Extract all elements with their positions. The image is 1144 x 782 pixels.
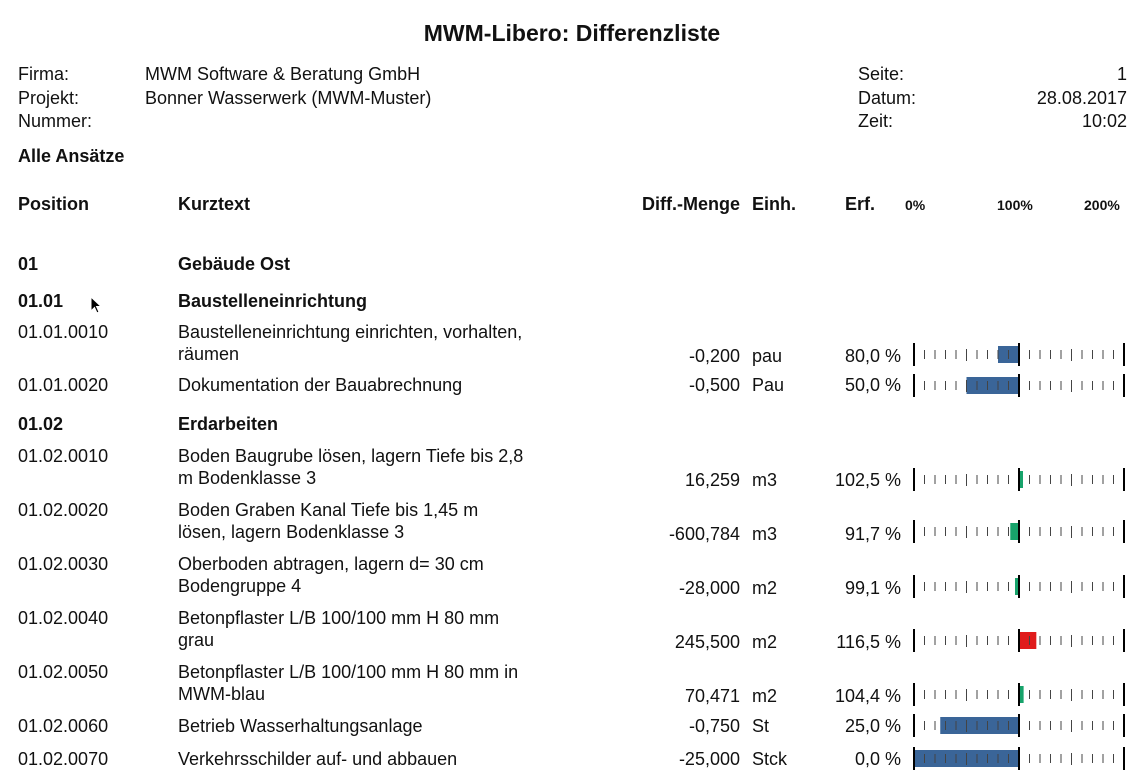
progress-bar-svg (913, 467, 1125, 492)
progress-fill (967, 377, 1020, 394)
col-einh: Einh. (752, 194, 796, 214)
col-diff-menge: Diff.-Menge (642, 194, 740, 214)
progress-fill (1010, 523, 1019, 540)
item-diff-menge: -0,200 (688, 346, 740, 366)
item-position: 01.01.0020 (18, 375, 109, 395)
seite-label: Seite: (858, 64, 905, 84)
table-row (0, 446, 1144, 492)
table-row (0, 375, 1144, 400)
filter-label: Alle Ansätze (18, 146, 125, 166)
col-position: Position (18, 194, 89, 214)
firma-value: MWM Software & Beratung GmbH (145, 64, 421, 84)
progress-bar-svg (913, 373, 1125, 398)
progress-bar (913, 628, 1125, 653)
item-position: 01.02.0050 (18, 662, 109, 682)
item-position: 01.02.0030 (18, 554, 109, 574)
table-row (0, 608, 1144, 654)
item-text-line2: grau (178, 630, 215, 650)
item-erf-percent: 116,5 % (836, 632, 901, 652)
item-diff-menge: -0,500 (688, 375, 740, 395)
group-position: 01.01 (18, 291, 64, 311)
item-einheit: St (752, 716, 770, 736)
progress-fill (940, 717, 1019, 734)
report-title: MWM-Libero: Differenzliste (423, 20, 721, 46)
progress-bar-svg (913, 519, 1125, 544)
group-title: Erdarbeiten (178, 414, 279, 434)
item-text-line2: MWM-blau (178, 684, 266, 704)
item-text-line2: Bodengruppe 4 (178, 576, 302, 596)
progress-bar (913, 519, 1125, 544)
progress-bar-svg (913, 713, 1125, 738)
item-diff-menge: -25,000 (678, 749, 740, 769)
zeit-value: 10:02 (1081, 111, 1127, 131)
table-row (0, 500, 1144, 546)
progress-bar-svg (913, 682, 1125, 707)
item-diff-menge: 70,471 (684, 686, 740, 706)
firma-label: Firma: (18, 64, 69, 84)
progress-bar (913, 713, 1125, 738)
item-diff-menge: 16,259 (684, 470, 740, 490)
nummer-label: Nummer: (18, 111, 93, 131)
table-row (0, 716, 1144, 741)
progress-bar-svg (913, 342, 1125, 367)
progress-bar-svg (913, 746, 1125, 771)
table-row (0, 554, 1144, 600)
item-diff-menge: 245,500 (674, 632, 740, 652)
group-position: 01.02 (18, 414, 64, 434)
progress-bar (913, 467, 1125, 492)
progress-bar (913, 574, 1125, 599)
progress-bar (913, 342, 1125, 367)
datum-value: 28.08.2017 (1036, 88, 1127, 108)
item-text-line1: Baustelleneinrichtung einrichten, vorhalten, (178, 322, 523, 342)
item-text-line1: Boden Baugrube lösen, lagern Tiefe bis 2,8 (178, 446, 524, 466)
item-text-line1: Verkehrsschilder auf- und abbauen (178, 749, 458, 769)
item-position: 01.02.0010 (18, 446, 109, 466)
item-einheit: m2 (752, 578, 778, 598)
item-position: 01.02.0020 (18, 500, 109, 520)
progress-bar (913, 373, 1125, 398)
item-position: 01.01.0010 (18, 322, 109, 342)
progress-bar-svg (913, 628, 1125, 653)
datum-label: Datum: (858, 88, 917, 108)
item-diff-menge: -600,784 (668, 524, 740, 544)
item-erf-percent: 102,5 % (834, 470, 901, 490)
table-row (0, 662, 1144, 708)
item-text-line1: Betonpflaster L/B 100/100 mm H 80 mm in (178, 662, 519, 682)
item-text-line1: Boden Graben Kanal Tiefe bis 1,45 m (178, 500, 479, 520)
mouse-cursor-icon (90, 296, 104, 316)
item-position: 01.02.0060 (18, 716, 109, 736)
col-erf: Erf. (844, 194, 875, 214)
item-erf-percent: 91,7 % (844, 524, 901, 544)
col-kurztext: Kurztext (178, 194, 251, 214)
item-diff-menge: -0,750 (688, 716, 740, 736)
progress-bar (913, 682, 1125, 707)
table-row (0, 749, 1144, 774)
table-row (0, 322, 1144, 368)
item-text-line2: m Bodenklasse 3 (178, 468, 317, 488)
item-erf-percent: 80,0 % (844, 346, 901, 366)
item-erf-percent: 25,0 % (844, 716, 901, 736)
projekt-label: Projekt: (18, 88, 80, 108)
group-position: 01 (18, 254, 39, 274)
item-einheit: m2 (752, 686, 778, 706)
col-pct-200: 200% (1084, 197, 1120, 213)
item-text-line1: Dokumentation der Bauabrechnung (178, 375, 463, 395)
item-einheit: pau (752, 346, 783, 366)
col-pct-100: 100% (997, 197, 1033, 213)
item-einheit: Pau (752, 375, 785, 395)
item-text-line1: Oberboden abtragen, lagern d= 30 cm (178, 554, 484, 574)
item-einheit: m3 (752, 524, 778, 544)
item-position: 01.02.0070 (18, 749, 109, 769)
item-text-line2: räumen (178, 344, 240, 364)
zeit-label: Zeit: (858, 111, 894, 131)
item-text-line1: Betonpflaster L/B 100/100 mm H 80 mm (178, 608, 500, 628)
item-text-line1: Betrieb Wasserhaltungsanlage (178, 716, 423, 736)
item-diff-menge: -28,000 (678, 578, 740, 598)
projekt-value: Bonner Wasserwerk (MWM-Muster) (145, 88, 432, 108)
item-einheit: m2 (752, 632, 778, 652)
item-erf-percent: 50,0 % (844, 375, 901, 395)
progress-bar-svg (913, 574, 1125, 599)
item-erf-percent: 99,1 % (844, 578, 901, 598)
col-pct-0: 0% (905, 197, 926, 213)
item-einheit: Stck (752, 749, 788, 769)
group-title: Baustelleneinrichtung (178, 291, 368, 311)
item-text-line2: lösen, lagern Bodenklasse 3 (178, 522, 405, 542)
item-erf-percent: 0,0 % (854, 749, 901, 769)
item-erf-percent: 104,4 % (834, 686, 901, 706)
item-position: 01.02.0040 (18, 608, 109, 628)
progress-fill (1019, 632, 1036, 649)
item-einheit: m3 (752, 470, 778, 490)
seite-value: 1 (1116, 64, 1127, 84)
progress-bar (913, 746, 1125, 771)
group-title: Gebäude Ost (178, 254, 291, 274)
